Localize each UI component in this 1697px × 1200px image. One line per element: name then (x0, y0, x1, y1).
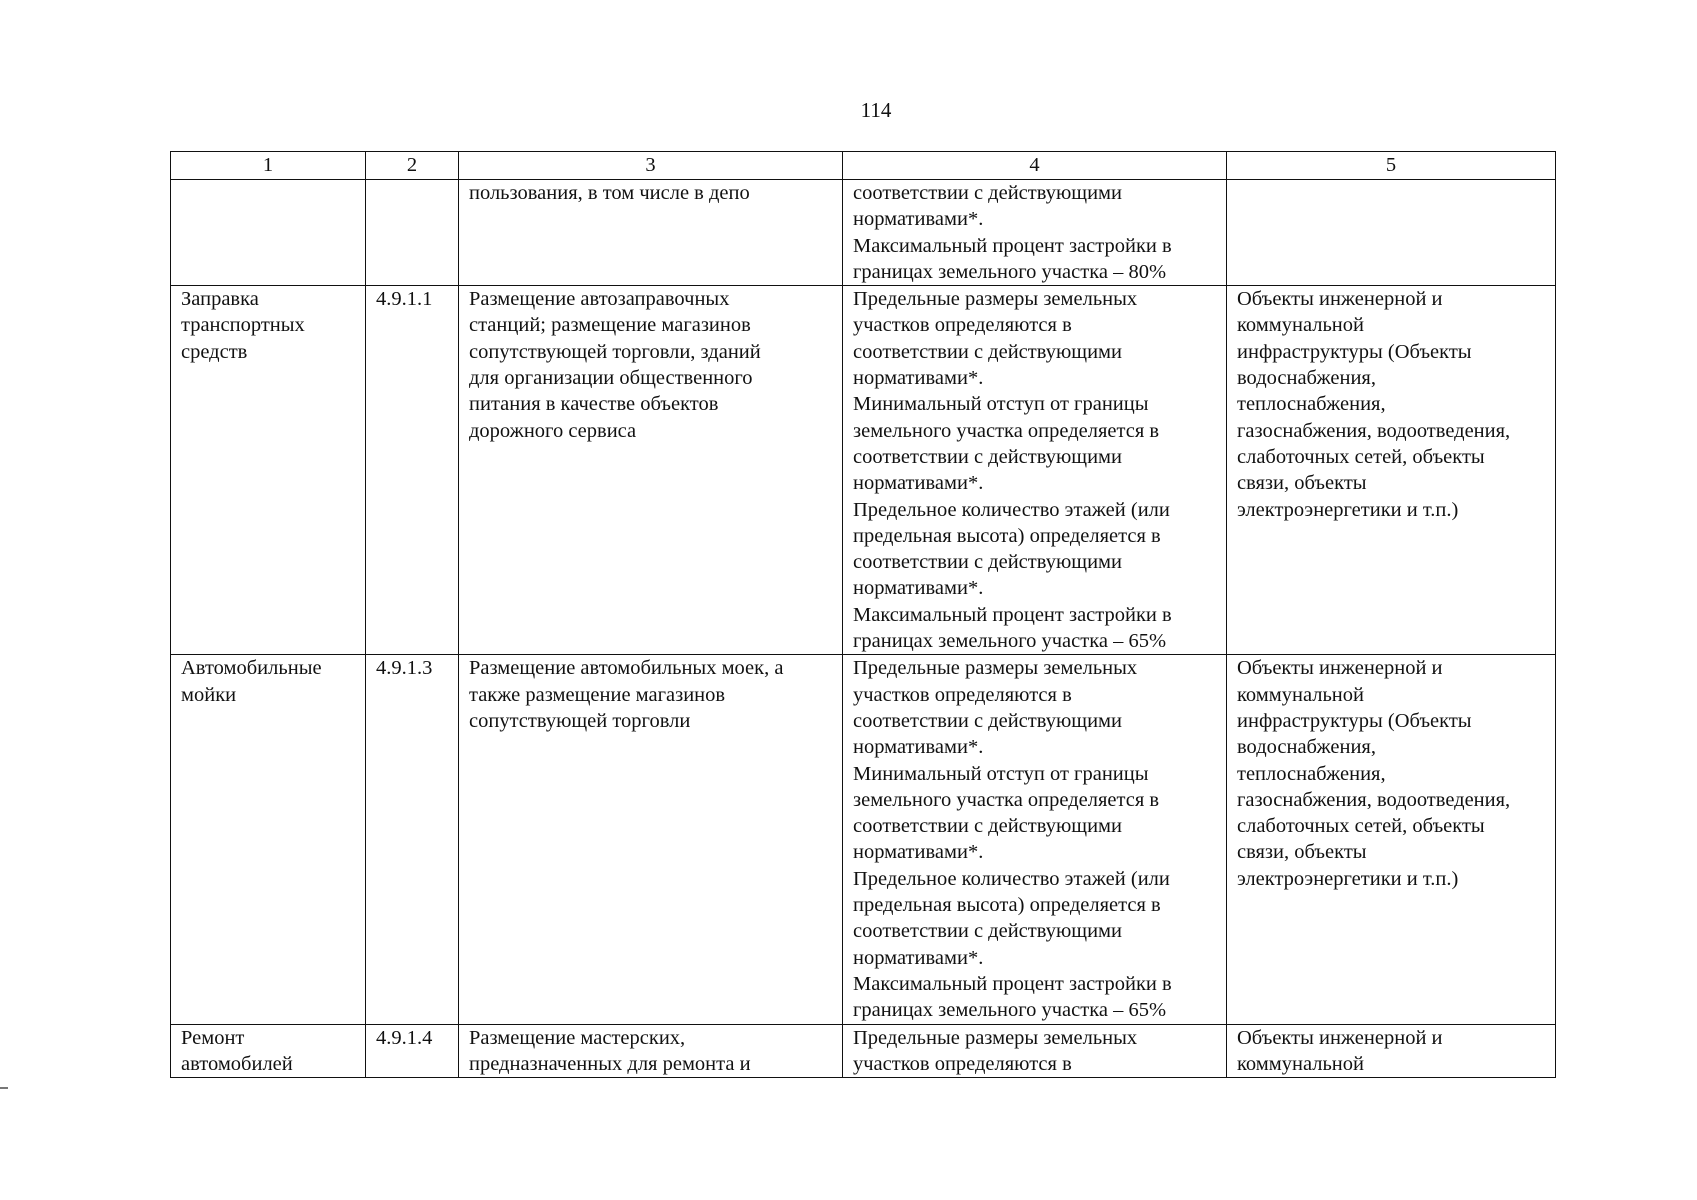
cell-text-line: водоснабжения, (1237, 367, 1376, 390)
cell-text-line: коммунальной (1237, 1052, 1364, 1075)
description-cell (459, 180, 843, 286)
cell-text-line: автомобилей (181, 1052, 293, 1075)
cell-text-line: нормативами*. (853, 472, 984, 495)
cell-text-line: для организации общественного (469, 367, 753, 390)
cell-text-line: нормативами*. (853, 841, 984, 864)
table-row (171, 655, 1556, 1024)
cell-text-line: соответствии с действующими (853, 445, 1122, 468)
code-cell (366, 655, 459, 1024)
cell-text-line: границах земельного участка – 65% (853, 999, 1167, 1022)
cell-text-line: Предельные размеры земельных (853, 1026, 1138, 1049)
cell-text-line: участков определяются в (853, 683, 1072, 706)
cell-text-line: Максимальный процент застройки в (853, 234, 1172, 257)
auxiliary-objects-cell (1227, 1024, 1556, 1078)
cell-text-line: инфраструктуры (Объекты (1237, 709, 1472, 732)
cell-text-line: соответствии с действующими (853, 551, 1122, 574)
cell-text-line: Заправка (181, 288, 259, 311)
cell-text-line: участков определяются в (853, 314, 1072, 337)
parameters-cell (843, 286, 1227, 655)
description-cell (459, 286, 843, 655)
scan-edge-mark (0, 1087, 8, 1089)
parameters-cell (843, 180, 1227, 286)
auxiliary-objects-cell (1227, 286, 1556, 655)
cell-text-line: Предельные размеры земельных (853, 657, 1138, 680)
cell-text-line: водоснабжения, (1237, 736, 1376, 759)
cell-text-line: мойки (181, 683, 237, 706)
cell-text-line: нормативами*. (853, 946, 984, 969)
code-cell (366, 1024, 459, 1078)
cell-text-line: границах земельного участка – 80% (853, 260, 1167, 283)
cell-text-line: Минимальный отступ от границы (853, 762, 1149, 785)
cell-text-line: земельного участка определяется в (853, 419, 1160, 442)
header-row (171, 152, 1556, 180)
cell-text-line: слаботочных сетей, объекты (1237, 445, 1485, 468)
code-cell (366, 286, 459, 655)
cell-text-line: 4.9.1.3 (376, 657, 433, 680)
use-type-cell (171, 1024, 366, 1078)
cell-text-line: инфраструктуры (Объекты (1237, 340, 1472, 363)
table-header (171, 152, 1556, 180)
cell-text-line: нормативами*. (853, 367, 984, 390)
cell-text-line: электроэнергетики и т.п.) (1237, 498, 1459, 521)
cell-text-line: дорожного сервиса (469, 419, 637, 442)
cell-text-line: Объекты инженерной и (1237, 657, 1443, 680)
column-header-1: 1 (171, 152, 366, 180)
column-header-2: 2 (366, 152, 459, 180)
cell-text-line: газоснабжения, водоотведения, (1237, 788, 1511, 811)
use-type-cell (171, 286, 366, 655)
cell-text-line: нормативами*. (853, 736, 984, 759)
cell-text-line: соответствии с действующими (853, 340, 1122, 363)
cell-text-line: сопутствующей торговли (469, 709, 691, 732)
cell-text-line: предельная высота) определяется в (853, 524, 1161, 547)
cell-text-line: соответствии с действующими (853, 815, 1122, 838)
cell-text-line: транспортных (181, 314, 305, 337)
cell-text-line: нормативами*. (853, 208, 984, 231)
cell-text-line: Ремонт (181, 1026, 245, 1049)
page-number: 114 (860, 98, 892, 122)
cell-text-line: соответствии с действующими (853, 709, 1122, 732)
cell-text-line: предельная высота) определяется в (853, 894, 1161, 917)
cell-text-line: связи, объекты (1237, 841, 1367, 864)
cell-text-line: также размещение магазинов (469, 683, 726, 706)
use-type-cell (171, 655, 366, 1024)
cell-text-line: 4.9.1.4 (376, 1026, 433, 1049)
cell-text-line: Максимальный процент застройки в (853, 603, 1172, 626)
cell-text-line: границах земельного участка – 65% (853, 630, 1167, 653)
cell-text-line: питания в качестве объектов (469, 393, 719, 416)
code-cell (366, 180, 459, 286)
cell-text-line: средств (181, 340, 248, 363)
cell-text-line: Максимальный процент застройки в (853, 972, 1172, 995)
cell-text-line: коммунальной (1237, 314, 1364, 337)
parameters-cell (843, 1024, 1227, 1078)
table-body (171, 180, 1556, 1078)
auxiliary-objects-cell (1227, 655, 1556, 1024)
column-header-4: 4 (843, 152, 1227, 180)
cell-text-line: станций; размещение магазинов (469, 314, 751, 337)
cell-text-line: земельного участка определяется в (853, 788, 1160, 811)
column-header-3: 3 (459, 152, 843, 180)
cell-text-line: участков определяются в (853, 1052, 1072, 1075)
column-header-5: 5 (1227, 152, 1556, 180)
cell-text-line: нормативами*. (853, 577, 984, 600)
cell-text-line: Объекты инженерной и (1237, 288, 1443, 311)
regulations-table (170, 151, 1556, 1078)
cell-text-line: Предельное количество этажей (или (853, 498, 1170, 521)
auxiliary-objects-cell (1227, 180, 1556, 286)
cell-text-line: теплоснабжения, (1237, 393, 1386, 416)
cell-text-line: 4.9.1.1 (376, 288, 433, 311)
cell-text-line: коммунальной (1237, 683, 1364, 706)
cell-text-line: Предельные размеры земельных (853, 288, 1138, 311)
parameters-cell (843, 655, 1227, 1024)
cell-text-line: газоснабжения, водоотведения, (1237, 419, 1511, 442)
cell-text-line: соответствии с действующими (853, 920, 1122, 943)
cell-text-line: сопутствующей торговли, зданий (469, 340, 761, 363)
cell-text-line: связи, объекты (1237, 472, 1367, 495)
table-row (171, 1024, 1556, 1078)
table-row (171, 286, 1556, 655)
cell-text-line: Минимальный отступ от границы (853, 393, 1149, 416)
description-cell (459, 655, 843, 1024)
cell-text-line: пользования, в том числе в депо (469, 182, 750, 204)
description-cell (459, 1024, 843, 1078)
cell-text-line: предназначенных для ремонта и (469, 1052, 751, 1075)
use-type-cell (171, 180, 366, 286)
table-row (171, 180, 1556, 286)
cell-text-line: Объекты инженерной и (1237, 1026, 1443, 1049)
cell-text-line: теплоснабжения, (1237, 762, 1386, 785)
cell-text-line: Автомобильные (181, 657, 322, 680)
cell-text-line: Размещение автозаправочных (469, 288, 730, 311)
cell-text-line: слаботочных сетей, объекты (1237, 815, 1485, 838)
cell-text-line: Предельное количество этажей (или (853, 867, 1170, 890)
cell-text-line: соответствии с действующими (853, 182, 1122, 204)
cell-text-line: Размещение мастерских, (469, 1026, 686, 1049)
cell-text-line: Размещение автомобильных моек, а (469, 657, 784, 680)
cell-text-line: электроэнергетики и т.п.) (1237, 867, 1459, 890)
